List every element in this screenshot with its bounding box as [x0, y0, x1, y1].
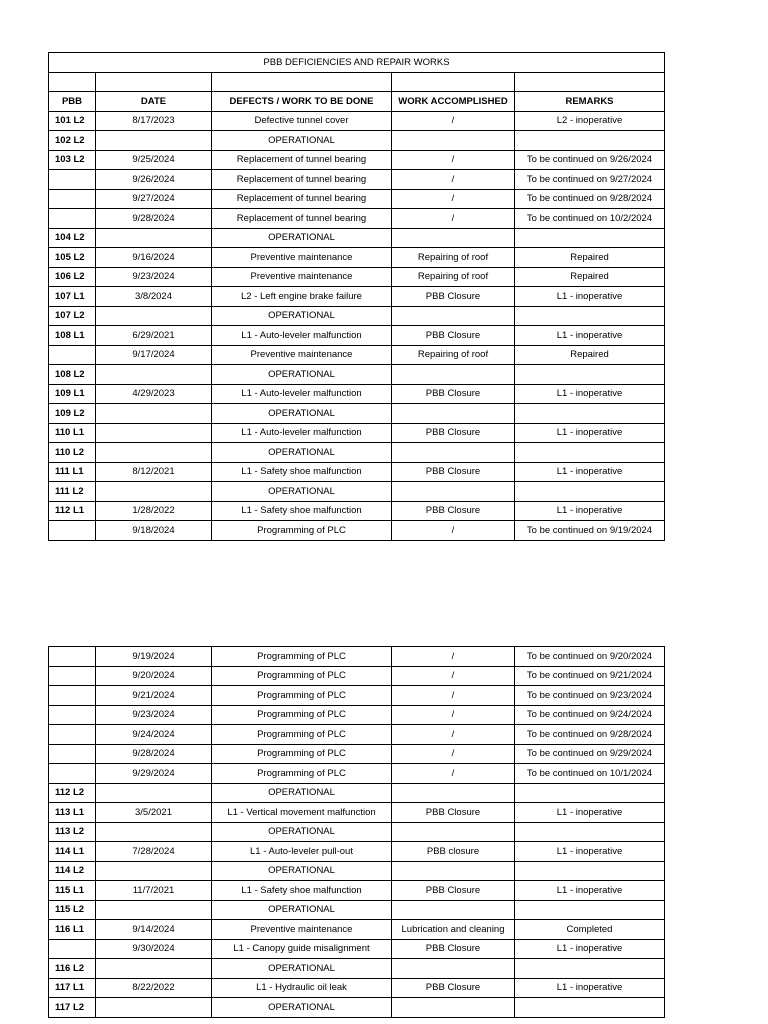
pbb-cell [49, 764, 96, 784]
blank-cell [392, 72, 515, 92]
remarks-cell: L1 - inoperative [515, 326, 665, 346]
defect-cell: L1 - Canopy guide misalignment [212, 939, 392, 959]
table-row [49, 248, 665, 268]
pbb-cell: 101 L2 [49, 111, 96, 131]
table-row [49, 881, 665, 901]
pbb-cell: 112 L2 [49, 783, 96, 803]
defect-cell: Preventive maintenance [212, 267, 392, 287]
defect-cell: Replacement of tunnel bearing [212, 189, 392, 209]
remarks-cell: Repaired [515, 345, 665, 365]
date-cell [96, 131, 212, 151]
remarks-cell: To be continued on 10/1/2024 [515, 764, 665, 784]
table-row [49, 228, 665, 248]
header-date: DATE [96, 92, 212, 112]
work-accomplished-cell: / [392, 764, 515, 784]
date-cell: 9/26/2024 [96, 170, 212, 190]
pbb-cell: 114 L2 [49, 861, 96, 881]
table-row [49, 666, 665, 686]
pbb-cell [49, 725, 96, 745]
date-cell: 9/18/2024 [96, 521, 212, 541]
date-cell: 9/21/2024 [96, 686, 212, 706]
table-row [49, 365, 665, 385]
defect-cell: OPERATIONAL [212, 482, 392, 502]
remarks-cell: To be continued on 10/2/2024 [515, 209, 665, 229]
work-accomplished-cell [392, 131, 515, 151]
table-row [49, 939, 665, 959]
date-cell [96, 900, 212, 920]
defect-cell: Preventive maintenance [212, 345, 392, 365]
pbb-cell [49, 209, 96, 229]
table-row [49, 170, 665, 190]
table-row [49, 267, 665, 287]
remarks-cell: L1 - inoperative [515, 501, 665, 521]
work-accomplished-cell [392, 482, 515, 502]
defect-cell: Programming of PLC [212, 725, 392, 745]
defect-cell: Replacement of tunnel bearing [212, 150, 392, 170]
defect-cell: L1 - Auto-leveler malfunction [212, 384, 392, 404]
table-row [49, 131, 665, 151]
date-cell: 9/27/2024 [96, 189, 212, 209]
defect-cell: Programming of PLC [212, 705, 392, 725]
defect-cell: OPERATIONAL [212, 998, 392, 1018]
pbb-cell [49, 744, 96, 764]
date-cell [96, 861, 212, 881]
date-cell: 3/5/2021 [96, 803, 212, 823]
work-accomplished-cell [392, 404, 515, 424]
blank-row [49, 72, 665, 92]
table-row [49, 423, 665, 443]
remarks-cell: L1 - inoperative [515, 881, 665, 901]
pbb-cell: 116 L2 [49, 959, 96, 979]
remarks-cell: Repaired [515, 267, 665, 287]
date-cell: 3/8/2024 [96, 287, 212, 307]
date-cell: 9/30/2024 [96, 939, 212, 959]
date-cell: 9/25/2024 [96, 150, 212, 170]
work-accomplished-cell: PBB Closure [392, 384, 515, 404]
blank-cell [515, 72, 665, 92]
defect-cell: L1 - Safety shoe malfunction [212, 881, 392, 901]
remarks-cell: Repaired [515, 248, 665, 268]
date-cell: 9/20/2024 [96, 666, 212, 686]
date-cell [96, 306, 212, 326]
defect-cell: OPERATIONAL [212, 443, 392, 463]
pbb-cell: 106 L2 [49, 267, 96, 287]
work-accomplished-cell: PBB closure [392, 842, 515, 862]
table-row [49, 725, 665, 745]
date-cell: 11/7/2021 [96, 881, 212, 901]
table-row [49, 306, 665, 326]
remarks-cell: To be continued on 9/23/2024 [515, 686, 665, 706]
remarks-cell [515, 443, 665, 463]
work-accomplished-cell: / [392, 666, 515, 686]
pbb-cell [49, 521, 96, 541]
remarks-cell: To be continued on 9/21/2024 [515, 666, 665, 686]
header-work-accomplished: WORK ACCOMPLISHED [392, 92, 515, 112]
date-cell: 8/22/2022 [96, 978, 212, 998]
defect-cell: L1 - Auto-leveler malfunction [212, 326, 392, 346]
work-accomplished-cell: Lubrication and cleaning [392, 920, 515, 940]
work-accomplished-cell [392, 365, 515, 385]
defect-cell: OPERATIONAL [212, 861, 392, 881]
date-cell [96, 228, 212, 248]
work-accomplished-cell: Repairing of roof [392, 267, 515, 287]
table-row [49, 647, 665, 667]
work-accomplished-cell: PBB Closure [392, 881, 515, 901]
pbb-cell [49, 686, 96, 706]
table-title: PBB DEFICIENCIES AND REPAIR WORKS [49, 53, 665, 73]
header-remarks: REMARKS [515, 92, 665, 112]
table-row [49, 705, 665, 725]
pbb-cell: 113 L2 [49, 822, 96, 842]
work-accomplished-cell: Repairing of roof [392, 345, 515, 365]
date-cell: 9/17/2024 [96, 345, 212, 365]
work-accomplished-cell [392, 783, 515, 803]
table-row [49, 384, 665, 404]
remarks-cell: To be continued on 9/26/2024 [515, 150, 665, 170]
pbb-cell [49, 189, 96, 209]
pbb-cell: 111 L1 [49, 462, 96, 482]
table-row [49, 900, 665, 920]
work-accomplished-cell: PBB Closure [392, 978, 515, 998]
date-cell [96, 783, 212, 803]
remarks-cell: To be continued on 9/28/2024 [515, 189, 665, 209]
pbb-cell: 111 L2 [49, 482, 96, 502]
remarks-cell: L1 - inoperative [515, 978, 665, 998]
pbb-cell: 112 L1 [49, 501, 96, 521]
remarks-cell: To be continued on 9/29/2024 [515, 744, 665, 764]
table-row [49, 501, 665, 521]
defect-cell: OPERATIONAL [212, 131, 392, 151]
date-cell: 9/24/2024 [96, 725, 212, 745]
work-accomplished-cell: PBB Closure [392, 803, 515, 823]
defect-cell: OPERATIONAL [212, 959, 392, 979]
date-cell: 9/19/2024 [96, 647, 212, 667]
remarks-cell [515, 228, 665, 248]
remarks-cell: L1 - inoperative [515, 803, 665, 823]
defect-cell: L1 - Hydraulic oil leak [212, 978, 392, 998]
defect-cell: Programming of PLC [212, 744, 392, 764]
table-row [49, 287, 665, 307]
work-accomplished-cell: / [392, 647, 515, 667]
defect-cell: OPERATIONAL [212, 822, 392, 842]
table-title-row [49, 53, 665, 73]
table-row [49, 326, 665, 346]
remarks-cell [515, 959, 665, 979]
remarks-cell: L1 - inoperative [515, 939, 665, 959]
table-row [49, 482, 665, 502]
pbb-cell [49, 705, 96, 725]
defect-cell: OPERATIONAL [212, 306, 392, 326]
date-cell: 7/28/2024 [96, 842, 212, 862]
date-cell: 9/23/2024 [96, 705, 212, 725]
work-accomplished-cell: PBB Closure [392, 287, 515, 307]
pbb-cell: 105 L2 [49, 248, 96, 268]
defect-cell: L2 - Left engine brake failure [212, 287, 392, 307]
pbb-cell: 107 L2 [49, 306, 96, 326]
work-accomplished-cell: PBB Closure [392, 501, 515, 521]
table-row [49, 998, 665, 1018]
table-row [49, 822, 665, 842]
remarks-cell [515, 822, 665, 842]
pbb-cell: 108 L2 [49, 365, 96, 385]
defect-cell: Programming of PLC [212, 521, 392, 541]
defect-cell: OPERATIONAL [212, 900, 392, 920]
date-cell [96, 482, 212, 502]
table-row [49, 764, 665, 784]
table-row [49, 959, 665, 979]
table-row [49, 150, 665, 170]
work-accomplished-cell: / [392, 686, 515, 706]
remarks-cell [515, 404, 665, 424]
defect-cell: Programming of PLC [212, 764, 392, 784]
table-row [49, 404, 665, 424]
pbb-cell: 115 L2 [49, 900, 96, 920]
work-accomplished-cell [392, 822, 515, 842]
table-row [49, 111, 665, 131]
date-cell: 9/28/2024 [96, 209, 212, 229]
remarks-cell: L1 - inoperative [515, 462, 665, 482]
work-accomplished-cell: PBB Closure [392, 939, 515, 959]
deficiencies-table-page-1 [48, 52, 665, 541]
work-accomplished-cell [392, 228, 515, 248]
work-accomplished-cell: / [392, 170, 515, 190]
pbb-cell: 110 L2 [49, 443, 96, 463]
date-cell: 4/29/2023 [96, 384, 212, 404]
date-cell: 6/29/2021 [96, 326, 212, 346]
remarks-cell: L1 - inoperative [515, 384, 665, 404]
pbb-cell [49, 170, 96, 190]
pbb-cell: 107 L1 [49, 287, 96, 307]
remarks-cell [515, 306, 665, 326]
remarks-cell [515, 861, 665, 881]
defect-cell: L1 - Safety shoe malfunction [212, 501, 392, 521]
pbb-cell: 110 L1 [49, 423, 96, 443]
blank-cell [49, 72, 96, 92]
table-row [49, 783, 665, 803]
remarks-cell: L1 - inoperative [515, 423, 665, 443]
remarks-cell [515, 365, 665, 385]
defect-cell: OPERATIONAL [212, 783, 392, 803]
work-accomplished-cell: / [392, 189, 515, 209]
date-cell [96, 998, 212, 1018]
pbb-cell: 108 L1 [49, 326, 96, 346]
defect-cell: Programming of PLC [212, 686, 392, 706]
pbb-cell: 115 L1 [49, 881, 96, 901]
pbb-cell: 117 L1 [49, 978, 96, 998]
pbb-cell: 104 L2 [49, 228, 96, 248]
header-defects: DEFECTS / WORK TO BE DONE [212, 92, 392, 112]
work-accomplished-cell [392, 861, 515, 881]
work-accomplished-cell: PBB Closure [392, 423, 515, 443]
work-accomplished-cell: Repairing of roof [392, 248, 515, 268]
table-row [49, 978, 665, 998]
pbb-cell: 113 L1 [49, 803, 96, 823]
defect-cell: Programming of PLC [212, 666, 392, 686]
work-accomplished-cell: / [392, 209, 515, 229]
pbb-cell: 114 L1 [49, 842, 96, 862]
blank-cell [96, 72, 212, 92]
table-row [49, 842, 665, 862]
defect-cell: Replacement of tunnel bearing [212, 209, 392, 229]
defect-cell: OPERATIONAL [212, 365, 392, 385]
defect-cell: Programming of PLC [212, 647, 392, 667]
remarks-cell [515, 783, 665, 803]
table-row [49, 345, 665, 365]
defect-cell: Preventive maintenance [212, 248, 392, 268]
pbb-cell [49, 345, 96, 365]
work-accomplished-cell: / [392, 725, 515, 745]
table-row [49, 462, 665, 482]
pbb-cell: 117 L2 [49, 998, 96, 1018]
defect-cell: L1 - Auto-leveler pull-out [212, 842, 392, 862]
work-accomplished-cell [392, 900, 515, 920]
remarks-cell: Completed [515, 920, 665, 940]
remarks-cell: To be continued on 9/28/2024 [515, 725, 665, 745]
table-body [49, 647, 665, 1018]
work-accomplished-cell: / [392, 705, 515, 725]
work-accomplished-cell: / [392, 744, 515, 764]
table-body [49, 111, 665, 540]
defect-cell: L1 - Vertical movement malfunction [212, 803, 392, 823]
date-cell: 8/17/2023 [96, 111, 212, 131]
defect-cell: OPERATIONAL [212, 228, 392, 248]
date-cell: 9/29/2024 [96, 764, 212, 784]
remarks-cell: L2 - inoperative [515, 111, 665, 131]
header-pbb: PBB [49, 92, 96, 112]
remarks-cell [515, 998, 665, 1018]
pbb-cell [49, 647, 96, 667]
pbb-cell: 103 L2 [49, 150, 96, 170]
table-row [49, 920, 665, 940]
table-row [49, 686, 665, 706]
date-cell [96, 959, 212, 979]
defect-cell: L1 - Safety shoe malfunction [212, 462, 392, 482]
defect-cell: Replacement of tunnel bearing [212, 170, 392, 190]
remarks-cell [515, 482, 665, 502]
remarks-cell: To be continued on 9/19/2024 [515, 521, 665, 541]
remarks-cell: L1 - inoperative [515, 287, 665, 307]
pbb-cell: 116 L1 [49, 920, 96, 940]
date-cell [96, 443, 212, 463]
remarks-cell: To be continued on 9/24/2024 [515, 705, 665, 725]
deficiencies-table-page-2 [48, 646, 665, 1018]
defect-cell: L1 - Auto-leveler malfunction [212, 423, 392, 443]
table-row [49, 521, 665, 541]
work-accomplished-cell: / [392, 521, 515, 541]
work-accomplished-cell [392, 443, 515, 463]
date-cell: 9/23/2024 [96, 267, 212, 287]
work-accomplished-cell: / [392, 150, 515, 170]
date-cell: 8/12/2021 [96, 462, 212, 482]
blank-cell [212, 72, 392, 92]
date-cell [96, 423, 212, 443]
pbb-cell: 109 L1 [49, 384, 96, 404]
remarks-cell: L1 - inoperative [515, 842, 665, 862]
table-row [49, 861, 665, 881]
remarks-cell: To be continued on 9/20/2024 [515, 647, 665, 667]
pbb-cell [49, 666, 96, 686]
remarks-cell [515, 900, 665, 920]
table-row [49, 744, 665, 764]
remarks-cell: To be continued on 9/27/2024 [515, 170, 665, 190]
header-row [49, 92, 665, 112]
work-accomplished-cell [392, 306, 515, 326]
pbb-cell: 102 L2 [49, 131, 96, 151]
table-row [49, 803, 665, 823]
defect-cell: Defective tunnel cover [212, 111, 392, 131]
work-accomplished-cell: / [392, 111, 515, 131]
date-cell: 9/14/2024 [96, 920, 212, 940]
work-accomplished-cell [392, 959, 515, 979]
pbb-cell [49, 939, 96, 959]
table-row [49, 443, 665, 463]
defect-cell: OPERATIONAL [212, 404, 392, 424]
date-cell: 1/28/2022 [96, 501, 212, 521]
work-accomplished-cell: PBB Closure [392, 462, 515, 482]
date-cell [96, 822, 212, 842]
date-cell [96, 404, 212, 424]
table-row [49, 209, 665, 229]
work-accomplished-cell: PBB Closure [392, 326, 515, 346]
date-cell: 9/28/2024 [96, 744, 212, 764]
work-accomplished-cell [392, 998, 515, 1018]
pbb-cell: 109 L2 [49, 404, 96, 424]
date-cell [96, 365, 212, 385]
remarks-cell [515, 131, 665, 151]
date-cell: 9/16/2024 [96, 248, 212, 268]
table-row [49, 189, 665, 209]
defect-cell: Preventive maintenance [212, 920, 392, 940]
